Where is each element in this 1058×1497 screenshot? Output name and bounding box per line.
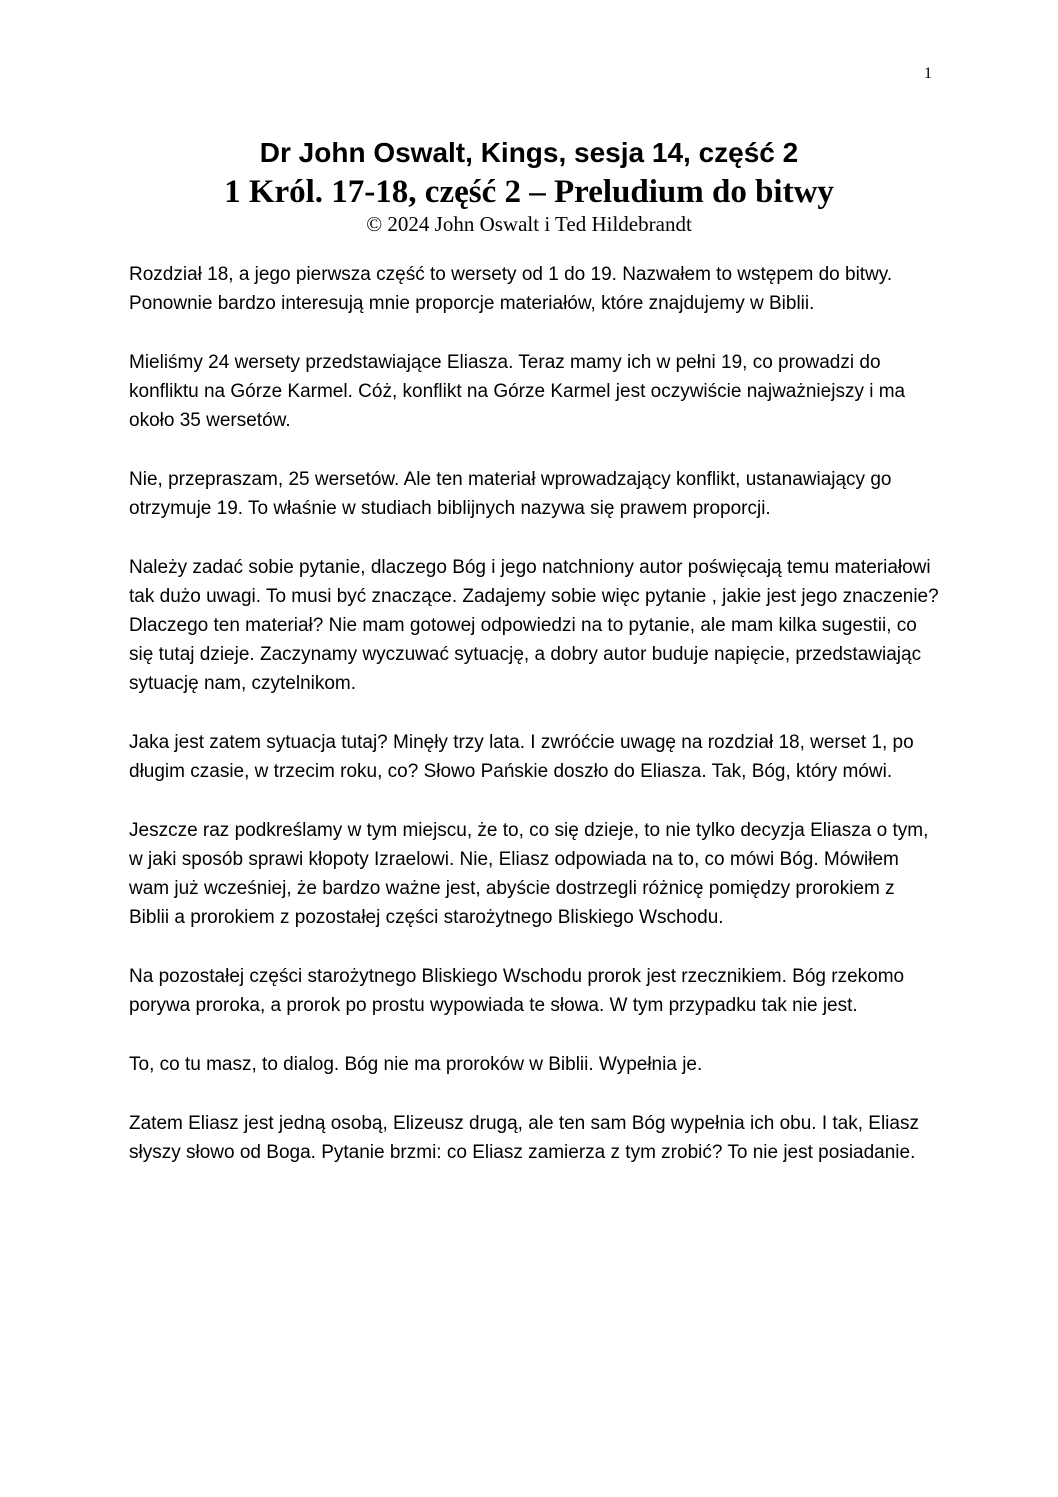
copyright-line: © 2024 John Oswalt i Ted Hildebrandt bbox=[366, 212, 692, 236]
paragraph: Na pozostałej części starożytnego Bliskiego Wschodu prorok jest rzecznikiem. Bóg rzekomo porywa proroka, a prorok po prostu wypowiada te słowa. W tym przypadku tak nie jest. bbox=[129, 966, 905, 1016]
paragraph: Jeszcze raz podkreślamy w tym miejscu, że to, co się dzieje, to nie tylko decyzja Eliasza o tym, w jaki sposób sprawi kłopoty Izraelowi. Nie, Eliasz odpowiada na to, co mówi Bóg. Mówiłem wam już wcześniej, że bardzo ważne jest, abyście dostrzegli różnicę pomiędzy prorokiem z Biblii a prorokiem z pozostałej części starożytnego Bliskiego Wschodu. bbox=[129, 820, 929, 928]
document-body bbox=[129, 260, 939, 1197]
paragraph: Zatem Eliasz jest jedną osobą, Elizeusz drugą, ale ten sam Bóg wypełnia ich obu. I tak, Eliasz słyszy słowo od Boga. Pytanie brzmi: co Eliasz zamierza z tym zrobić? To nie jest posiadanie. bbox=[129, 1113, 919, 1163]
paragraph: Mieliśmy 24 wersety przedstawiające Eliasza. Teraz mamy ich w pełni 19, co prowadzi do konfliktu na Górze Karmel. Cóż, konflikt na Górze Karmel jest oczywiście najważniejszy i ma około 35 wersetów. bbox=[129, 352, 906, 431]
session-title: Dr John Oswalt, Kings, sesja 14, część 2 bbox=[259, 137, 799, 168]
paragraph: To, co tu masz, to dialog. Bóg nie ma proroków w Biblii. Wypełnia je. bbox=[129, 1054, 703, 1075]
page-number: 1 bbox=[924, 65, 932, 82]
paragraph: Rozdział 18, a jego pierwsza część to wersety od 1 do 19. Nazwałem to wstępem do bitwy. Ponownie bardzo interesują mnie proporcje materiałów, które znajdujemy w Biblii. bbox=[129, 264, 893, 314]
paragraph: Nie, przepraszam, 25 wersetów. Ale ten materiał wprowadzający konflikt, ustanawiający go otrzymuje 19. To właśnie w studiach biblijnych nazywa się prawem proporcji. bbox=[129, 469, 892, 519]
document-header bbox=[0, 134, 1058, 236]
lecture-title: 1 Król. 17-18, część 2 – Preludium do bitwy bbox=[224, 174, 834, 210]
paragraph: Jaka jest zatem sytuacja tutaj? Minęły trzy lata. I zwróćcie uwagę na rozdział 18, werset 1, po długim czasie, w trzecim roku, co? Słowo Pańskie doszło do Eliasza. Tak, Bóg, który mówi. bbox=[129, 732, 914, 782]
paragraph: Należy zadać sobie pytanie, dlaczego Bóg i jego natchniony autor poświęcają temu materiałowi tak dużo uwagi. To musi być znaczące. Zadajemy sobie więc pytanie , jakie jest jego znaczenie? Dlaczego ten materiał? Nie mam gotowej odpowiedzi na to pytanie, ale mam kilka sugestii, co się tutaj dzieje. Zaczynamy wyczuwać sytuację, a dobry autor buduje napięcie, przedstawiając sytuację nam, czytelnikom. bbox=[129, 557, 939, 694]
